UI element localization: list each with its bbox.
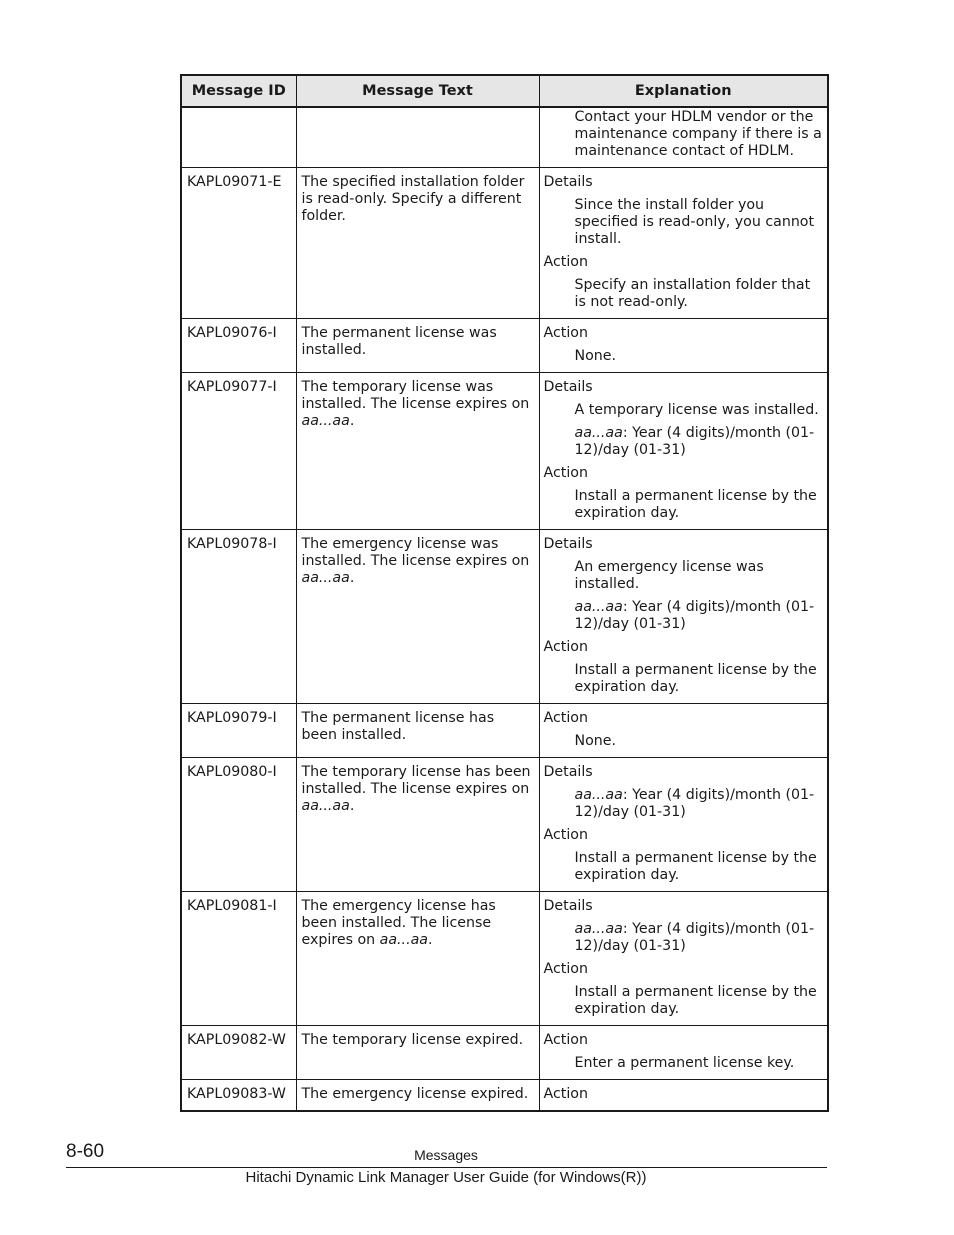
text-part: . (349, 413, 355, 429)
cell-explanation (539, 373, 828, 530)
action-text: Enter a permanent license key. (574, 1055, 795, 1071)
cell-message-id: KAPL09081-I (181, 892, 296, 1026)
action-label: Action (543, 710, 588, 726)
table-row (181, 1080, 828, 1112)
details-text: An emergency license was installed. (574, 559, 764, 592)
footer-divider (66, 1167, 827, 1168)
cell-message-text (296, 530, 539, 704)
action-label: Action (543, 1086, 588, 1102)
action-text: Install a permanent license by the expiration day. (574, 850, 817, 883)
table-row (181, 530, 828, 704)
text-part: The temporary license has been installed. The license expires on (301, 764, 531, 797)
details-label: Details (543, 764, 593, 780)
cell-message-id: KAPL09083-W (181, 1080, 296, 1112)
text-part: . (349, 570, 355, 586)
action-label: Action (543, 254, 588, 270)
cell-message-text: The permanent license has been installed. (296, 704, 539, 758)
table-row (181, 319, 828, 373)
details-label: Details (543, 536, 593, 552)
variable-text: aa...aa (574, 599, 623, 615)
variable-text: aa...aa (574, 425, 623, 441)
action-text: Install a permanent license by the expiration day. (574, 488, 817, 521)
action-label: Action (543, 1032, 588, 1048)
details-text: A temporary license was installed. (574, 402, 819, 418)
cell-message-id: KAPL09071-E (181, 168, 296, 319)
action-text: Install a permanent license by the expiration day. (574, 662, 817, 695)
details-variable-text (575, 787, 824, 821)
cell-message-text (296, 758, 539, 892)
table-row-continued (181, 107, 828, 168)
cell-message-id: KAPL09076-I (181, 319, 296, 373)
action-label: Action (543, 827, 588, 843)
variable-text: aa...aa (301, 798, 350, 814)
text-part: The emergency license was installed. The license expires on (301, 536, 530, 569)
action-text: Specify an installation folder that is not read-only. (574, 277, 811, 310)
action-label: Action (543, 639, 588, 655)
details-label: Details (543, 174, 593, 190)
cell-explanation (539, 1026, 828, 1080)
cell-explanation (539, 892, 828, 1026)
action-text: None. (574, 733, 617, 749)
details-variable-text (575, 425, 824, 459)
cell-message-text (296, 892, 539, 1026)
variable-text: aa...aa (301, 413, 350, 429)
text-part: : Year (4 digits)/month (01-12)/day (01-31) (574, 425, 815, 458)
explanation-text: Contact your HDLM vendor or the maintenance company if there is a maintenance contact of HDLM. (574, 109, 822, 159)
text-part: : Year (4 digits)/month (01-12)/day (01-31) (574, 599, 815, 632)
action-label: Action (543, 961, 588, 977)
cell-message-id: KAPL09082-W (181, 1026, 296, 1080)
text-part: : Year (4 digits)/month (01-12)/day (01-31) (574, 787, 815, 820)
action-text: Install a permanent license by the expiration day. (574, 984, 817, 1017)
section-title: Messages (414, 1147, 478, 1163)
table-row (181, 168, 828, 319)
details-label: Details (543, 379, 593, 395)
text-part: The temporary license was installed. The license expires on (301, 379, 530, 412)
cell-message-text (296, 373, 539, 530)
table-row (181, 892, 828, 1026)
cell-message-id: KAPL09077-I (181, 373, 296, 530)
header-explanation: Explanation (539, 75, 828, 107)
cell-explanation (539, 1080, 828, 1112)
text-part: The emergency license has been installed. The license expires on (301, 898, 496, 948)
guide-title: Hitachi Dynamic Link Manager User Guide (for Windows(R)) (245, 1169, 647, 1186)
cell-message-text: The permanent license was installed. (296, 319, 539, 373)
cell-message-id: KAPL09078-I (181, 530, 296, 704)
page-number: 8-60 (66, 1141, 105, 1162)
details-text: Since the install folder you specified is read-only, you cannot install. (574, 197, 815, 247)
action-text: None. (574, 348, 617, 364)
details-variable-text (575, 921, 824, 955)
variable-text: aa...aa (574, 921, 623, 937)
cell-explanation (539, 704, 828, 758)
cell-explanation (539, 107, 828, 168)
text-part: . (349, 798, 355, 814)
cell-message-id: KAPL09080-I (181, 758, 296, 892)
variable-text: aa...aa (301, 570, 350, 586)
text-part: : Year (4 digits)/month (01-12)/day (01-31) (574, 921, 815, 954)
table-row (181, 758, 828, 892)
table-row (181, 704, 828, 758)
header-message-id: Message ID (181, 75, 296, 107)
table-row (181, 373, 828, 530)
text-part: . (427, 932, 433, 948)
variable-text: aa...aa (574, 787, 623, 803)
variable-text: aa...aa (379, 932, 428, 948)
cell-text (296, 107, 539, 168)
cell-explanation (539, 758, 828, 892)
action-label: Action (543, 325, 588, 341)
details-label: Details (543, 898, 593, 914)
action-label: Action (543, 465, 588, 481)
cell-message-text: The specified installation folder is read-only. Specify a different folder. (296, 168, 539, 319)
details-variable-text (575, 599, 824, 633)
cell-explanation (539, 530, 828, 704)
cell-message-id: KAPL09079-I (181, 704, 296, 758)
cell-message-text: The temporary license expired. (296, 1026, 539, 1080)
cell-message-text: The emergency license expired. (296, 1080, 539, 1112)
cell-explanation (539, 319, 828, 373)
table-row (181, 1026, 828, 1080)
message-table (180, 74, 829, 1112)
cell-id (181, 107, 296, 168)
table-header-row (181, 75, 828, 107)
header-message-text: Message Text (296, 75, 539, 107)
cell-explanation (539, 168, 828, 319)
